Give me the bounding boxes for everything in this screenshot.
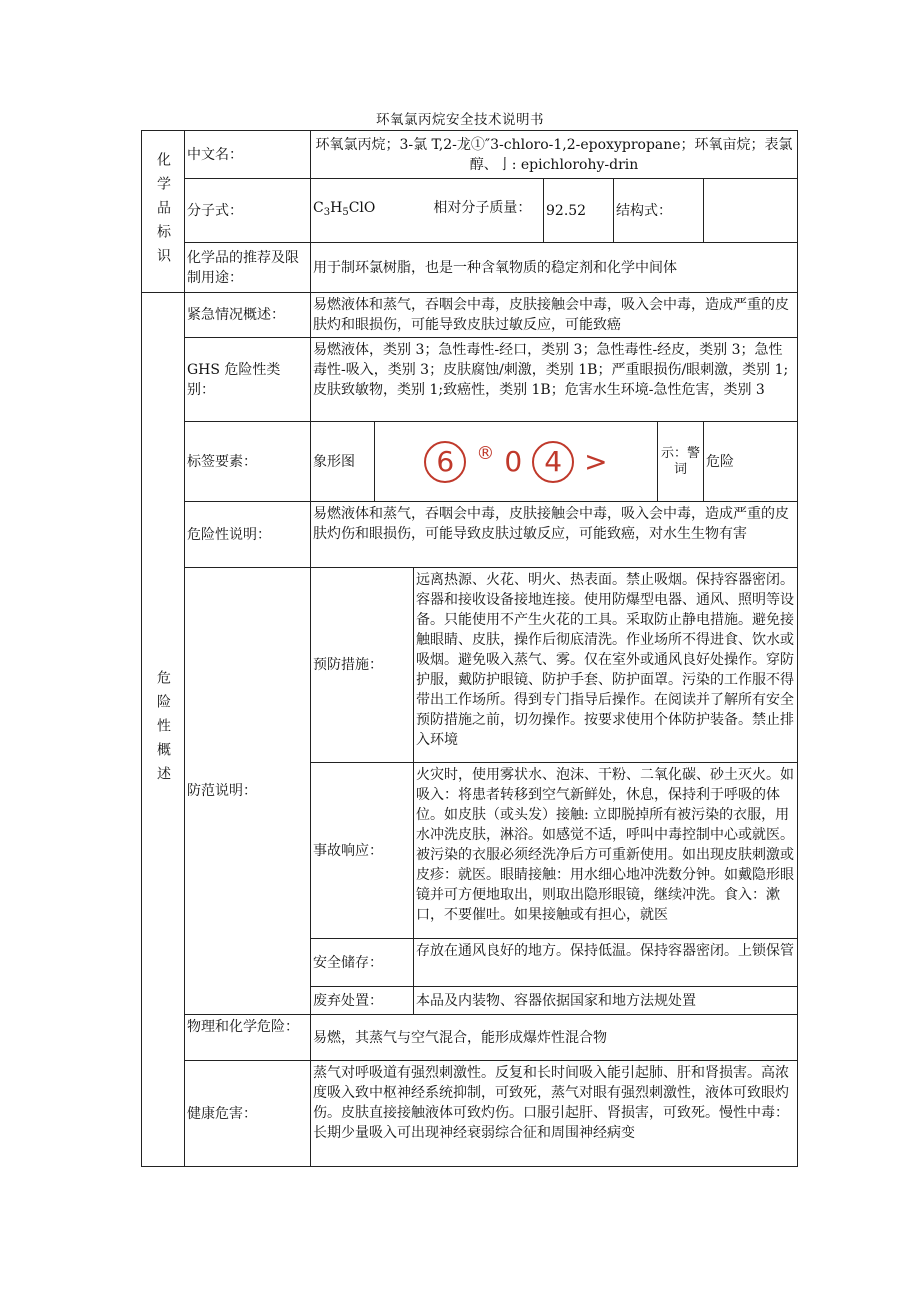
pictogram-1-icon: 6 (424, 441, 466, 483)
hazard-statement-label: 危险性说明： (185, 502, 311, 568)
signal-word-label: 示：警词 (658, 422, 704, 502)
chinese-name-label: 中文名： (185, 131, 311, 179)
storage-label: 安全储存： (311, 939, 414, 987)
chinese-name-value: 环氧氯丙烷；3-氯 T,2-龙①″3-chloro-1,2-epoxypropane；环氧亩烷；表氯醇、亅: epichlorohy-drin (311, 131, 798, 179)
pictogram-3-icon: 0 (504, 444, 523, 478)
section-label-hazard: 危险性概述 (142, 293, 185, 1167)
pictogram-5-icon: > (584, 444, 608, 478)
ghs-category-label: GHS 危险性类别： (185, 338, 311, 422)
molecular-weight-value: 92.52 (544, 179, 614, 243)
pictogram-cell (375, 422, 658, 502)
hazard-statement-value: 易燃液体和蒸气，吞咽会中毒，皮肤接触会中毒，吸入会中毒，造成严重的皮肤灼伤和眼损伤，可能导致皮肤过敏反应，可能致癌，对水生生物有害 (311, 502, 798, 568)
pictogram-4-icon: 4 (532, 441, 574, 483)
section-label-identification: 化学品标识 (142, 131, 185, 293)
response-value: 火灾时，使用雾状水、泡沫、干粉、二氧化碳、砂土灭火。如吸入：将患者转移到空气新鲜处，休息，保持利于呼吸的体位。如皮肤（或头发）接触: 立即脱掉所有被污染的衣服，用水冲洗皮肤，淋浴。如感觉不适，呼叫中毒控制中心或就医。被污染的衣服必须经洗净后方可重新使用。如出现皮肤刺激或皮疹：就医。眼睛接触：用水细心地冲洗数分钟。如戴隐形眼镜并可方便地取出，则取出隐形眼镜，继续冲洗。食入：漱口，不要催吐。如果接触或有担心，就医 (414, 763, 798, 939)
recommended-use-value: 用于制环氯树脂，也是一种含氧物质的稳定剂和化学中间体 (311, 243, 798, 293)
molecular-weight-label: 相对分子质量： (433, 200, 532, 216)
physchem-hazard-label: 物理和化学危险： (185, 1015, 311, 1061)
health-hazard-label: 健康危害： (185, 1061, 311, 1167)
emergency-overview-value: 易燃液体和蒸气，吞咽会中毒，皮肤接触会中毒，吸入会中毒，造成严重的皮肤灼和眼损伤，可能导致皮肤过敏反应，可能致癌 (311, 293, 798, 338)
label-elements-label: 标签要素： (185, 422, 311, 502)
disposal-value: 本品及内装物、容器依据国家和地方法规处置 (414, 987, 798, 1015)
signal-word-value: 危险 (704, 422, 798, 502)
prevention-label: 预防措施： (311, 568, 414, 763)
structure-label: 结构式： (614, 179, 704, 243)
health-hazard-value: 蒸气对呼吸道有强烈刺激性。反复和长时间吸入能引起肺、肝和肾损害。高浓度吸入致中枢神经系统抑制，可致死，蒸气对眼有强烈刺激性，液体可致眼灼伤。皮肤直接接触液体可致灼伤。口服引起肝、肾损害，可致死。慢性中毒：长期少量吸入可出现神经衰弱综合征和周围神经病变 (311, 1061, 798, 1167)
pictogram-label: 象形图 (311, 422, 375, 502)
physchem-hazard-value: 易燃，其蒸气与空气混合，能形成爆炸性混合物 (311, 1015, 798, 1061)
pictogram-2-icon: ® (476, 442, 495, 464)
prevention-value: 远离热源、火花、明火、热表面。禁止吸烟。保持容器密闭。容器和接收设备接地连接。使用防爆型电器、通风、照明等设备。只能使用不产生火花的工具。采取防止静电措施。避免接触眼睛、皮肤，操作后彻底清洗。作业场所不得进食、饮水或吸烟。避免吸入蒸气、雾。仅在室外或通风良好处操作。穿防护服，戴防护眼镜、防护手套、防护面罩。污染的工作服不得带出工作场所。得到专门指导后操作。在阅读并了解所有安全预防措施之前，切勿操作。按要求使用个体防护装备。禁止排入环境 (414, 568, 798, 763)
ghs-category-value: 易燃液体，类别 3；急性毒性-经口，类别 3；急性毒性-经皮，类别 3；急性毒性-吸入，类别 3；皮肤腐蚀/刺激，类别 1B；严重眼损伤/眼刺激，类别 1;皮肤致敏物，类别 1;致癌性，类别 1B；危害水生环境-急性危害，类别 3 (311, 338, 798, 422)
structure-value (704, 179, 798, 243)
sds-table (141, 130, 798, 1167)
formula-label: 分子式： (185, 179, 311, 243)
precaution-label: 防范说明： (185, 568, 311, 1015)
disposal-label: 废弃处置： (311, 987, 414, 1015)
recommended-use-label: 化学品的推荐及限制用途： (185, 243, 311, 293)
document-title: 环氧氯丙烷安全技术说明书 (376, 112, 544, 128)
storage-value: 存放在通风良好的地方。保持低温。保持容器密闭。上锁保管 (414, 939, 798, 987)
response-label: 事故响应： (311, 763, 414, 939)
formula-value: $C_3H_5ClO$ 相对分子质量： (311, 179, 544, 243)
emergency-overview-label: 紧急情况概述： (185, 293, 311, 338)
